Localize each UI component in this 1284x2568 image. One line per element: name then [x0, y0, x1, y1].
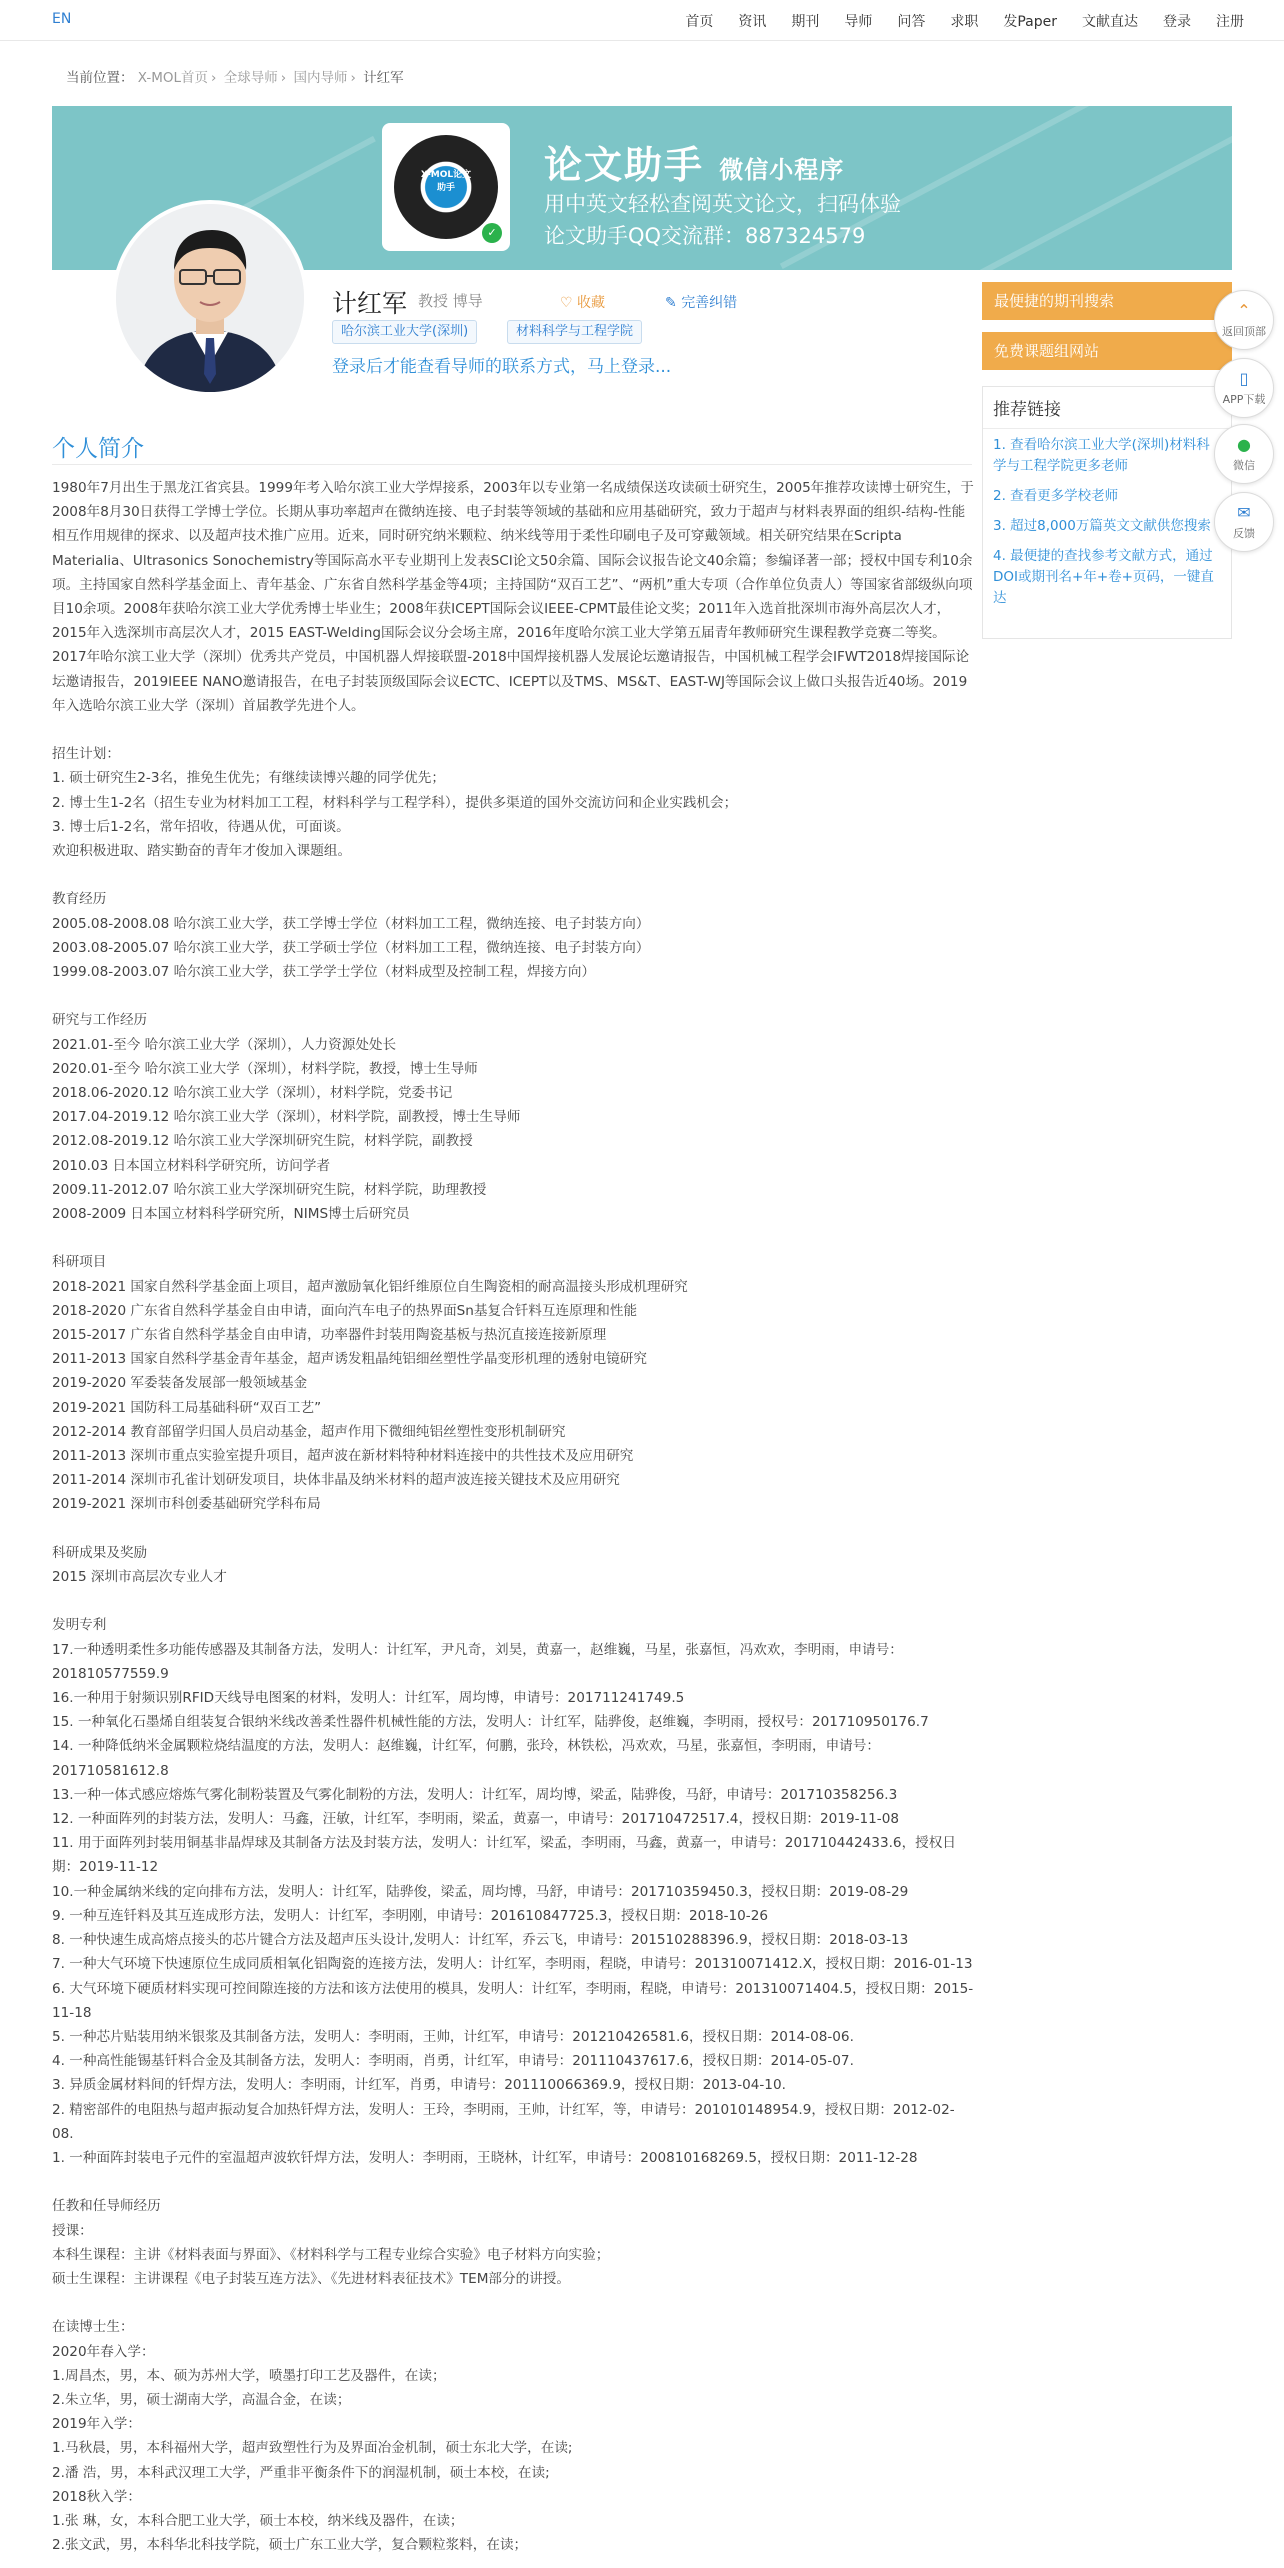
bio-line: 5. 一种芯片贴装用纳米银浆及其制备方法，发明人：李明雨，王帅，计红军，申请号：201210426581.6，授权日期：2014-08-06. — [52, 2028, 854, 2045]
bio-line: 2.潘 浩，男，本科武汉理工大学，严重非平衡条件下的润湿机制，硕士本校，在读; — [52, 2464, 550, 2481]
rec-link-more-teachers[interactable]: 1. 查看哈尔滨工业大学(深圳)材料科学与工程学院更多老师 — [993, 437, 1210, 474]
bio-line: 授课： — [52, 2222, 93, 2239]
rec-link-doi-lookup[interactable]: 4. 最便捷的查找参考文献方式，通过DOI或期刊名+年+卷+页码，一键直达 — [993, 548, 1214, 606]
bio-line: 2. 博士生1-2名（招生专业为材料加工工程，材料科学与工程学科），提供多渠道的国外交流访问和企业实践机会； — [52, 794, 738, 811]
register-link[interactable]: 注册 — [1216, 14, 1244, 30]
nav-qa[interactable]: 问答 — [897, 14, 926, 30]
bio-line — [52, 2291, 974, 2315]
bio-line: 2011-2014 深圳市孔雀计划研发项目，块体非晶及纳米材料的超声波连接关键技术及应用研究 — [52, 1472, 620, 1489]
recommended-links-panel — [982, 386, 1232, 639]
university-tag[interactable]: 哈尔滨工业大学(深圳) — [332, 320, 477, 344]
nav-journals[interactable]: 期刊 — [791, 14, 820, 30]
bio-line: 科研项目 — [52, 1254, 107, 1271]
bio-line: 11. 用于面阵列封装用铜基非晶焊球及其制备方法及封装方法，发明人：计红军，梁孟，李明雨，马鑫，黄嘉一，申请号：201710442433.6，授权日期：2019-11-12 — [52, 1835, 956, 1876]
nav-mentors[interactable]: 导师 — [844, 14, 873, 30]
free-group-site-button[interactable]: 免费课题组网站 — [982, 332, 1232, 370]
bio-line — [52, 984, 974, 1008]
bio-line: 2011-2013 深圳市重点实验室提升项目，超声波在新材料特种材料连接中的共性技术及应用研究 — [52, 1448, 634, 1465]
breadcrumb-domestic-mentors[interactable]: 国内导师 — [293, 70, 348, 86]
bio-line: 2017.04-2019.12 哈尔滨工业大学（深圳），材料学院，副教授，博士生导师 — [52, 1109, 521, 1126]
bio-line: 3. 博士后1-2名，常年招收，待遇从优，可面谈。 — [52, 818, 350, 835]
nav-home[interactable]: 首页 — [685, 14, 714, 30]
breadcrumb-home[interactable]: X-MOL首页 — [137, 70, 209, 86]
bio-line: 发明专利 — [52, 1617, 107, 1634]
banner-qq-group: 论文助手QQ交流群：887324579 — [544, 224, 866, 248]
top-navbar — [0, 0, 1284, 41]
nav-news[interactable]: 资讯 — [738, 14, 767, 30]
bio-line: 10.一种金属纳米线的定向排布方法，发明人：计红军，陆骅俊，梁孟，周均博，马舒，申请号：201710359450.3，授权日期：2019-08-29 — [52, 1883, 909, 1900]
section-title: 个人简介 — [52, 436, 144, 462]
chevron-up-icon: ⌃ — [1237, 301, 1251, 320]
bio-line: 2.张文武，男，本科华北科技学院，硕士广东工业大学，复合颗粒浆料，在读； — [52, 2537, 528, 2554]
bio-line: 2019-2021 深圳市科创委基础研究学科布局 — [52, 1496, 321, 1513]
bio-line: 13.一种一体式感应熔炼气雾化制粉装置及气雾化制粉的方法，发明人：计红军，周均博，梁孟，陆骅俊，马舒，申请号：201710358256.3 — [52, 1786, 898, 1803]
bio-line: 2003.08-2005.07 哈尔滨工业大学，获工学硕士学位（材料加工工程，微纳连接、电子封装方向） — [52, 939, 650, 956]
wechat-button[interactable]: ● 微信 — [1214, 424, 1274, 484]
bio-line: 17.一种透明柔性多功能传感器及其制备方法，发明人：计红军，尹凡奇，刘昊，黄嘉一，赵维巍，马星，张嘉恒，冯欢欢，李明雨，申请号：201810577559.9 — [52, 1641, 903, 1682]
breadcrumb: 当前位置： X-MOL首页 › 全球导师 › 国内导师 › 计红军 — [66, 70, 404, 86]
school-tag[interactable]: 材料科学与工程学院 — [507, 320, 642, 344]
heart-icon: ♡ — [560, 295, 573, 311]
bio-line: 2018-2020 广东省自然科学基金自由申请，面向汽车电子的热界面Sn基复合钎料互连原理和性能 — [52, 1302, 638, 1319]
bio-line: 2020.01-至今 哈尔滨工业大学（深圳），材料学院，教授，博士生导师 — [52, 1060, 478, 1077]
bio-line: 1.张 琳，女，本科合肥工业大学，硕士本校，纳米线及器件，在读； — [52, 2512, 464, 2529]
bio-line: 2018.06-2020.12 哈尔滨工业大学（深圳），材料学院，党委书记 — [52, 1085, 453, 1102]
bio-line: 12. 一种面阵列的封装方法，发明人：马鑫，汪敏，计红军，李明雨，梁孟，黄嘉一，申请号：201710472517.4，授权日期：2019-11-08 — [52, 1811, 900, 1828]
bio-line: 2009.11-2012.07 哈尔滨工业大学深圳研究生院，材料学院，助理教授 — [52, 1181, 487, 1198]
main-nav — [660, 11, 1244, 31]
login-link[interactable]: 登录 — [1163, 14, 1191, 30]
avatar — [112, 200, 308, 396]
bio-line: 2019年入学： — [52, 2416, 141, 2433]
language-switch[interactable]: EN — [52, 11, 72, 27]
breadcrumb-prefix: 当前位置： — [66, 70, 134, 86]
bio-intro: 1980年7月出生于黑龙江省宾县。1999年考入哈尔滨工业大学焊接系，2003年以专业第一名成绩保送攻读硕士研究生，2005年推荐攻读博士研究生，于2008年8月30日获得工学博士学位。长期从事功率超声在微纳连接、电子封装等领域的基础和应用基础研究，致力于超声与材料表界面的组织-结构-性能相互作用规律的探求、以及超声技术推广应用。近来，同时研究纳米颗粒、纳米线等用于柔性印刷电子及可穿戴领域。相关研究结果在Scripta Materialia、Ultrasonics Sonochemistry等国际高水平专业期刊上发表SCI论文50余篇、国际会议报告论文40余篇；参编译著一部；授权中国专利10余项。主持国家自然科学基金面上、青年基金、广东省自然科学基金等4项；主持国防“双百工艺”、“两机”重大专项（合作单位负责人）等国家省部级纵向项目10余项。2008年获哈尔滨工业大学优秀博士毕业生；2008年获ICEPT国际会议IEEE-CPMT最佳论文奖；2011年入选首批深圳市海外高层次人才，2015年入选深圳市高层次人才，2015 EAST-Welding国际会议分会场主席，2016年度哈尔滨工业大学第五届青年教师研究生课程教学竞赛二等奖。2017年哈尔滨工业大学（深圳）优秀共产党员，中国机器人焊接联盟-2018中国焊接机器人发展论坛邀请报告，中国机械工程学会IFWT2018焊接国际论坛邀请报告，2019IEEE NANO邀请报告，在电子封装顶级国际会议ECTC、ICEPT以及TMS、MS&T、EAST-WJ等国际会议上做口头报告近40场。2019年入选哈尔滨工业大学（深圳）首届教学先进个人。 — [52, 480, 974, 714]
rec-link-more-schools[interactable]: 2. 查看更多学校老师 — [993, 488, 1119, 504]
bio-line: 本科生课程：主讲《材料表面与界面》、《材料科学与工程专业综合实验》电子材料方向实验； — [52, 2246, 610, 2263]
breadcrumb-current: 计红军 — [363, 70, 404, 86]
bio-line: 7. 一种大气环境下快速原位生成同质相氧化铝陶瓷的连接方法，发明人：计红军，李明雨，程晓，申请号：201310071412.X，授权日期：2016-01-13 — [52, 1956, 973, 1973]
rec-link-literature-search[interactable]: 3. 超过8,000万篇英文文献供您搜索 — [993, 518, 1211, 534]
bio-line — [52, 1517, 974, 1541]
bio-line: 4. 一种高性能锡基钎料合金及其制备方法，发明人：李明雨，肖勇，计红军，申请号：201110437617.6，授权日期：2014-05-07. — [52, 2053, 854, 2070]
pencil-icon: ✎ — [665, 295, 677, 311]
bio-line — [52, 718, 974, 742]
bio-line: 2. 精密部件的电阻热与超声振动复合加热钎焊方法，发明人：王玲，李明雨，王帅，计红军，等，申请号：201010148954.9，授权日期：2012-02-08. — [52, 2101, 955, 2142]
bio-line: 2015-2017 广东省自然科学基金自由申请，功率器件封装用陶瓷基板与热沉直接连接新原理 — [52, 1327, 607, 1344]
bio-line: 2020年春入学： — [52, 2343, 155, 2360]
wechat-badge-icon: ✓ — [482, 223, 502, 243]
bio-line — [52, 2170, 974, 2194]
bio-line: 2005.08-2008.08 哈尔滨工业大学，获工学博士学位（材料加工工程，微纳连接、电子封装方向） — [52, 915, 650, 932]
bio-line: 14. 一种降低纳米金属颗粒烧结温度的方法，发明人：赵维巍，计红军，何鹏，张玲，林铁松，冯欢欢，马星，张嘉恒，李明雨，申请号：201710581612.8 — [52, 1738, 880, 1779]
qr-code — [382, 123, 510, 251]
bio-line: 16.一种用于射频识别RFID天线导电图案的材料，发明人：计红军，周均博，申请号：201711241749.5 — [52, 1690, 685, 1707]
bio-line: 2012-2014 教育部留学归国人员启动基金，超声作用下微细纯铝丝塑性变形机制研究 — [52, 1423, 566, 1440]
mentor-name: 计红军 — [332, 289, 408, 318]
feedback-button[interactable]: ✉ 反馈 — [1214, 492, 1274, 552]
bio-line: 教育经历 — [52, 891, 107, 908]
bio-line: 2019-2021 国防科工局基础科研“双百工艺” — [52, 1399, 322, 1416]
wechat-icon: ● — [1237, 435, 1251, 454]
mail-icon: ✉ — [1237, 503, 1251, 522]
bio-line: 研究与工作经历 — [52, 1012, 148, 1029]
bio-line: 2.朱立华，男，硕士湖南大学，高温合金，在读； — [52, 2391, 351, 2408]
favorite-button[interactable]: ♡ 收藏 — [560, 295, 606, 311]
banner-title: 论文助手 微信小程序 — [544, 143, 845, 187]
back-to-top-button[interactable]: ⌃ 返回顶部 — [1214, 290, 1274, 350]
bio-line — [52, 1226, 974, 1250]
bio-line: 在读博士生： — [52, 2319, 134, 2336]
bio-line: 1.马秋晨，男，本科福州大学，超声致塑性行为及界面冶金机制，硕士东北大学，在读; — [52, 2440, 573, 2457]
bio-line: 2015 深圳市高层次专业人才 — [52, 1569, 227, 1586]
banner-subtitle: 用中英文轻松查阅英文论文，扫码体验 — [544, 192, 901, 216]
bio-line: 1. 一种面阵封装电子元件的室温超声波软钎焊方法，发明人：李明雨，王晓林，计红军，申请号：200810168269.5，授权日期：2011-12-28 — [52, 2149, 918, 2166]
section-divider — [52, 464, 972, 465]
bio-line: 1. 硕士研究生2-3名，推免生优先；有继续读博兴趣的同学优先； — [52, 770, 445, 787]
correct-info-button[interactable]: ✎ 完善纠错 — [665, 295, 738, 311]
phone-icon: ▯ — [1239, 369, 1249, 388]
bio-line: 6. 大气环境下硬质材料实现可控间隙连接的方法和该方法使用的模具，发明人：计红军，李明雨，程晓，申请号：201310071404.5，授权日期：2015-11-18 — [52, 1980, 974, 2021]
bio-content — [52, 476, 974, 2557]
qr-logo-label: X-MOL论文助手 — [420, 170, 472, 193]
journal-search-button[interactable]: 最便捷的期刊搜索 — [982, 282, 1232, 320]
bio-line: 1999.08-2003.07 哈尔滨工业大学，获工学学士学位（材料成型及控制工程，焊接方向） — [52, 964, 596, 981]
bio-line: 3. 异质金属材料间的钎焊方法，发明人：李明雨，计红军，肖勇，申请号：201110066369.9，授权日期：2013-04-10. — [52, 2077, 786, 2094]
bio-line: 招生计划： — [52, 746, 120, 763]
bio-line: 1.周昌杰，男，本、硕为苏州大学，喷墨打印工艺及器件，在读； — [52, 2367, 446, 2384]
bio-line: 8. 一种快速生成高熔点接头的芯片键合方法及超声压头设计,发明人：计红军，乔云飞，申请号：201510288396.9，授权日期：2018-03-13 — [52, 1932, 909, 1949]
bio-line: 2008-2009 日本国立材料科学研究所，NIMS博士后研究员 — [52, 1206, 410, 1223]
bio-line: 2019-2020 军委装备发展部一般领域基金 — [52, 1375, 308, 1392]
bio-line: 15. 一种氧化石墨烯自组装复合银纳米线改善柔性器件机械性能的方法，发明人：计红军，陆骅俊，赵维巍，李明雨，授权号：201710950176.7 — [52, 1714, 929, 1731]
nav-publish-paper[interactable]: 发Paper — [1003, 14, 1057, 30]
recommended-links-title: 推荐链接 — [983, 387, 1231, 429]
bio-line: 任教和任导师经历 — [52, 2198, 161, 2215]
bio-line: 硕士生课程：主讲课程《电子封装互连方法》、《先进材料表征技术》TEM部分的讲授。 — [52, 2270, 570, 2287]
app-download-button[interactable]: ▯ APP下载 — [1214, 358, 1274, 418]
breadcrumb-global-mentors[interactable]: 全球导师 — [223, 70, 278, 86]
bio-line: 2012.08-2019.12 哈尔滨工业大学深圳研究生院，材料学院，副教授 — [52, 1133, 473, 1150]
nav-literature[interactable]: 文献直达 — [1082, 14, 1138, 30]
bio-line: 2010.03 日本国立材料科学研究所，访问学者 — [52, 1157, 331, 1174]
bio-line: 2021.01-至今 哈尔滨工业大学（深圳），人力资源处处长 — [52, 1036, 397, 1053]
bio-line — [52, 863, 974, 887]
nav-jobs[interactable]: 求职 — [950, 14, 979, 30]
bio-line: 2018秋入学： — [52, 2488, 141, 2505]
bio-line: 9. 一种互连钎料及其互连成形方法，发明人：计红军，李明刚，申请号：201610847725.3，授权日期：2018-10-26 — [52, 1907, 769, 1924]
bio-line — [52, 1589, 974, 1613]
bio-line: 2011-2013 国家自然科学基金青年基金，超声诱发粗晶纯铝细丝塑性学晶变形机理的透射电镜研究 — [52, 1351, 647, 1368]
mentor-title: 教授 博导 — [418, 292, 483, 310]
bio-line: 2018-2021 国家自然科学基金面上项目，超声激励氧化铝纤维原位自生陶瓷相的耐高温接头形成机理研究 — [52, 1278, 688, 1295]
login-to-view-contact-link[interactable]: 登录后才能查看导师的联系方式，马上登录... — [332, 357, 672, 377]
bio-line: 科研成果及奖励 — [52, 1544, 148, 1561]
bio-line: 欢迎积极进取、踏实勤奋的青年才俊加入课题组。 — [52, 843, 352, 860]
